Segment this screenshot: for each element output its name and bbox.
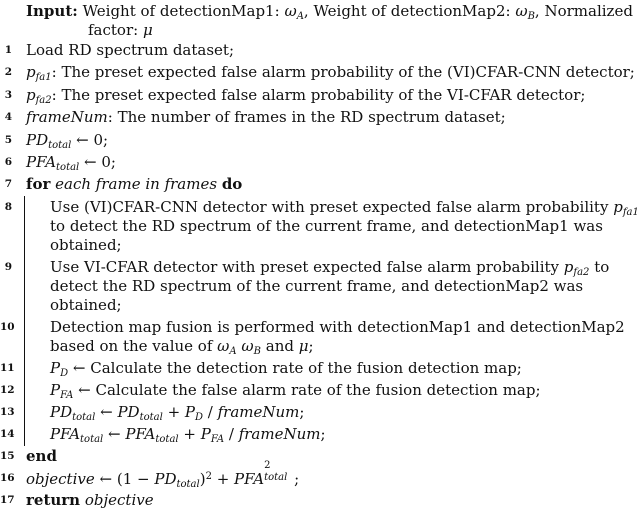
input-label: Input:	[26, 2, 78, 20]
algorithm-block: Input: Weight of detectionMap1: $\omega_A$, Weight of detectionMap2: $\omega_B$, Normalized factor: μ 1 Load RD spectrum dataset; 2 $p_{fa1}$: The preset expected false alarm probability of the (VI)CFAR-CNN detector; 3 $p_{fa2}$: The preset expected false alarm probability of the VI-CFAR detector; 4 frameNum: The number of frames in the RD spectrum dataset; 5 $PD_{total}$ ← 0; 6 $PFA_{total}$ ← 0; 7 for each frame in frames do 8 Use (VI)CFAR-CNN detector with preset expected false alarm probability $p_{fa1}$ to detect the RD spectrum of the current frame, and detectionMap1 was obtained; 9 Use VI-CFAR detector with preset expected false alarm probability $p_{fa2}$ to detect the RD spectrum of the current frame, and detectionMap2 was obtained; 10 Detection map fusion is performed with detectionMap1 and detectionMap2 based on the value of $\omega_A$ $\omega_B$ and μ; 11 $P_D$ ← Calculate the detection rate of the fusion detection map; 12 $P_{FA}$ ← Calculate the false alarm rate of the fusion detection map; 13 $PD_{total}$ ← $PD_{total} + P_D$ / frameNum; 14 $PFA_{total}$ ← $PFA_{total} + P_{FA}$ / frameNum; 15 end 16 objective ← $(1 - PD_{total})^2$ + PFA 2 total ; 17 return objective	[0, 2, 639, 509]
input-text: Weight of detectionMap1:	[82, 2, 280, 20]
loop-body-bar	[24, 196, 25, 446]
